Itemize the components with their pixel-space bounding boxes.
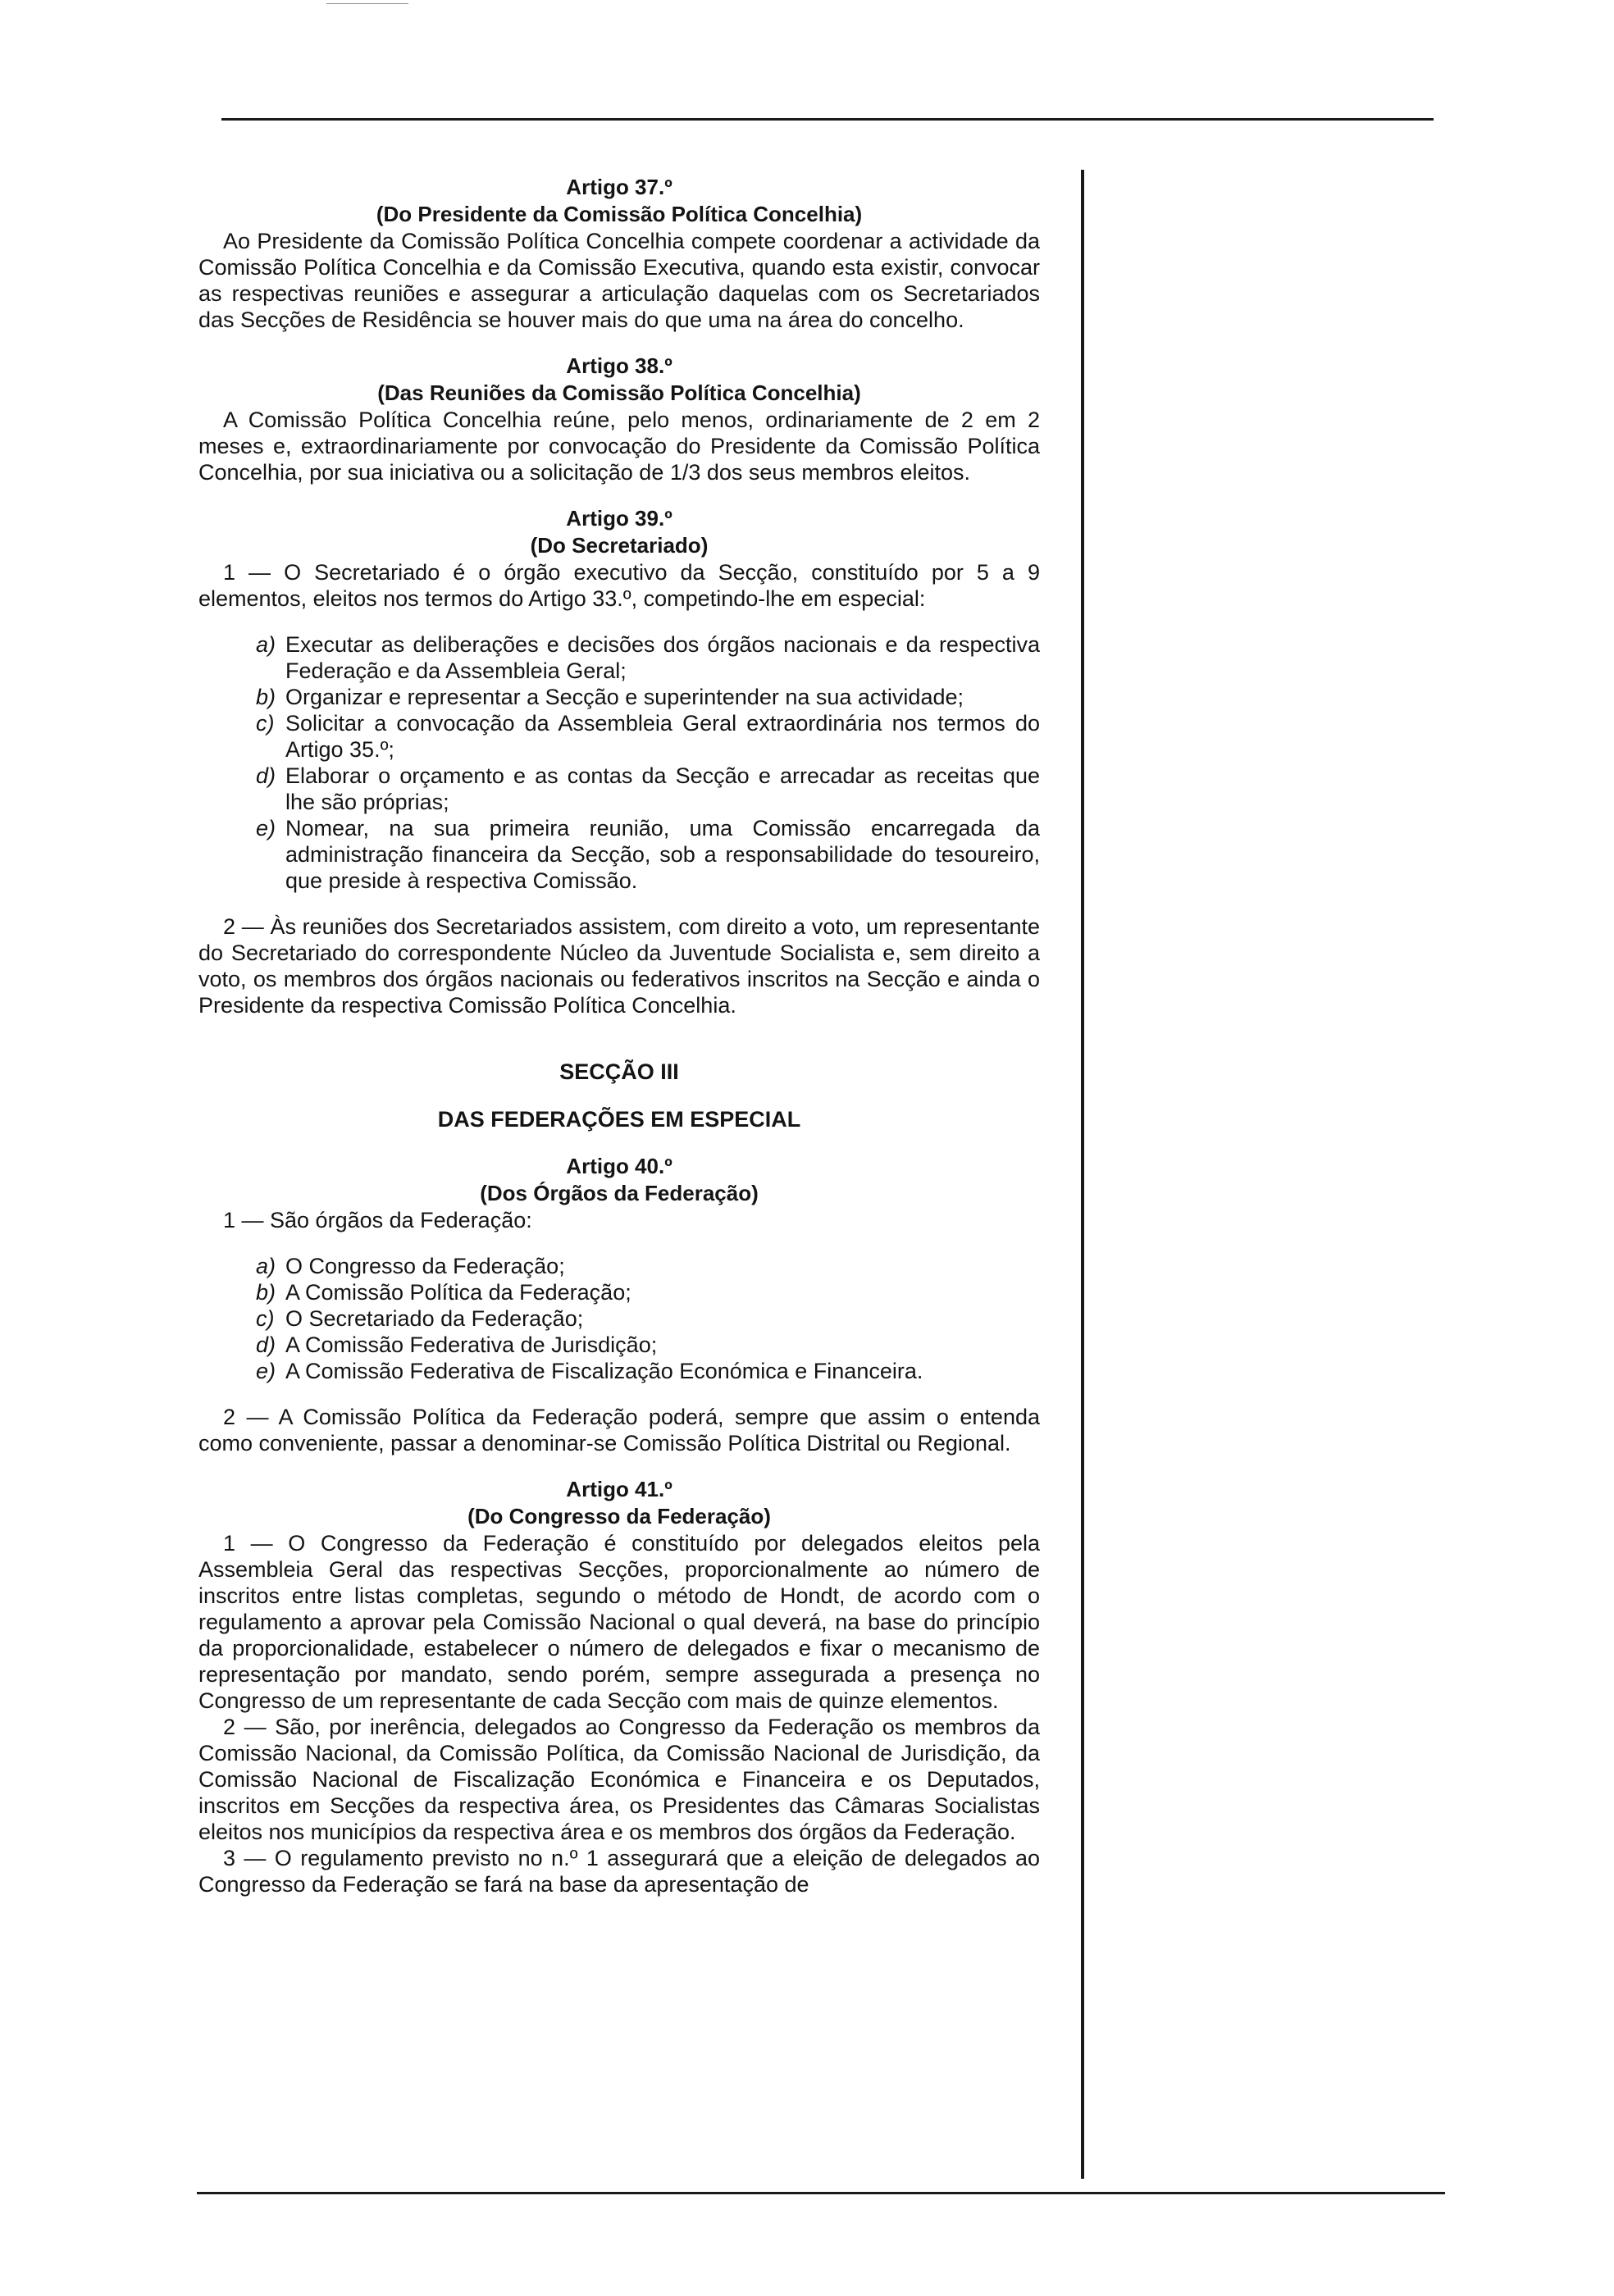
- article-41-heading: Artigo 41.º: [566, 1477, 672, 1501]
- item-letter: b): [256, 1280, 276, 1305]
- article-40-subheading: (Dos Órgãos da Federação): [480, 1181, 759, 1205]
- item-text: O Congresso da Federação;: [285, 1254, 565, 1278]
- item-letter: b): [256, 685, 276, 709]
- article-41-paragraph-3: 3 — O regulamento previsto no n.º 1 assegurará que a eleição de delegados ao Congresso da Federação se fará na base da apresentação de: [198, 1846, 1040, 1897]
- item-letter: e): [256, 1359, 276, 1383]
- column-divider: [1081, 170, 1084, 2179]
- item-letter: d): [256, 763, 276, 788]
- article-37-subheading: (Do Presidente da Comissão Política Concelhia): [376, 202, 863, 226]
- item-letter: d): [256, 1332, 276, 1357]
- article-39-paragraph-1: 1 — O Secretariado é o órgão executivo da Secção, constituído por 5 a 9 elementos, eleitos nos termos do Artigo 33.º, competindo-lhe em especial:: [198, 560, 1040, 611]
- list-item: [256, 710, 1040, 763]
- list-item: [256, 1358, 1040, 1384]
- item-text: Organizar e representar a Secção e superintender na sua actividade;: [285, 685, 964, 709]
- list-item: [256, 1332, 1040, 1358]
- item-text: Solicitar a convocação da Assembleia Geral extraordinária nos termos do Artigo 35.º;: [285, 711, 1040, 762]
- article-41-paragraph-1: 1 — O Congresso da Federação é constituído por delegados eleitos pela Assembleia Geral das respectivas Secções, proporcionalmente ao número de inscritos entre listas completas, segundo o método de Hondt, de acordo com o regulamento a aprovar pela Comissão Nacional o qual deverá, na base do princípio da proporcionalidade, estabelecer o número de delegados e fixar o mecanismo de representação por mandato, sendo porém, sempre assegurada a presença no Congresso de um representante de cada Secção com mais de quinze elementos.: [198, 1531, 1040, 1713]
- article-39-subheading: (Do Secretariado): [530, 533, 709, 558]
- article-41-paragraph-2: 2 — São, por inerência, delegados ao Congresso da Federação os membros da Comissão Nacional, da Comissão Política, da Comissão Nacional de Jurisdição, da Comissão Nacional de Fiscalização Económica e Financeira e os Deputados, inscritos em Secções da respectiva área, os Presidentes das Câmaras Socialistas eleitos nos municípios da respectiva área e os membros dos órgãos da Federação.: [198, 1715, 1040, 1844]
- article-38-body: A Comissão Política Concelhia reúne, pelo menos, ordinariamente de 2 em 2 meses e, extraordinariamente por convocação do Presidente da Comissão Política Concelhia, por sua iniciativa ou a solicitação de 1/3 dos seus membros eleitos.: [198, 408, 1040, 485]
- list-item: [256, 684, 1040, 710]
- article-38-heading: Artigo 38.º: [566, 353, 672, 378]
- item-text: Nomear, na sua primeira reunião, uma Comissão encarregada da administração financeira da Secção, sob a responsabilidade do tesoureiro, que preside à respectiva Comissão.: [285, 816, 1040, 893]
- section-number: SECÇÃO III: [559, 1059, 679, 1084]
- article-37-heading: Artigo 37.º: [566, 175, 672, 199]
- item-letter: a): [256, 1254, 276, 1278]
- list-item: [256, 815, 1040, 894]
- article-37-body: Ao Presidente da Comissão Política Concelhia compete coordenar a actividade da Comissão Política Concelhia e da Comissão Executiva, quando esta existir, convocar as respectivas reuniões e assegurar a articulação daquelas com os Secretariados das Secções de Residência se houver mais do que uma na área do concelho.: [198, 229, 1040, 332]
- list-item: [256, 631, 1040, 684]
- item-letter: e): [256, 816, 276, 840]
- list-item: [256, 1279, 1040, 1305]
- text-column: [198, 174, 1040, 1897]
- article-40-paragraph-1: 1 — São órgãos da Federação:: [223, 1208, 532, 1232]
- list-item: [256, 1305, 1040, 1332]
- item-letter: a): [256, 632, 276, 657]
- scan-speck: [326, 3, 408, 4]
- article-40-paragraph-2: 2 — A Comissão Política da Federação poderá, sempre que assim o entenda como conveniente, passar a denominar-se Comissão Política Distrital ou Regional.: [198, 1405, 1040, 1456]
- item-text: Elaborar o orçamento e as contas da Secção e arrecadar as receitas que lhe são próprias;: [285, 763, 1040, 814]
- article-39-heading: Artigo 39.º: [566, 506, 672, 531]
- item-text: A Comissão Política da Federação;: [285, 1280, 631, 1305]
- item-letter: c): [256, 711, 275, 736]
- item-letter: c): [256, 1306, 275, 1331]
- article-39-paragraph-2: 2 — Às reuniões dos Secretariados assistem, com direito a voto, um representante do Secretariado do correspondente Núcleo da Juventude Socialista e, sem direito a voto, os membros dos órgãos nacionais ou federativos inscritos na Secção e ainda o Presidente da respectiva Comissão Política Concelhia.: [198, 914, 1040, 1018]
- item-text: A Comissão Federativa de Jurisdição;: [285, 1332, 658, 1357]
- section-title: DAS FEDERAÇÕES EM ESPECIAL: [437, 1107, 801, 1132]
- article-41-subheading: (Do Congresso da Federação): [467, 1504, 771, 1528]
- top-rule: [221, 118, 1434, 121]
- article-38-subheading: (Das Reuniões da Comissão Política Concelhia): [377, 380, 861, 405]
- bottom-rule: [197, 2192, 1445, 2194]
- item-text: A Comissão Federativa de Fiscalização Económica e Financeira.: [285, 1359, 923, 1383]
- article-40-heading: Artigo 40.º: [566, 1154, 672, 1178]
- item-text: Executar as deliberações e decisões dos órgãos nacionais e da respectiva Federação e da Assembleia Geral;: [285, 632, 1040, 683]
- list-item: [256, 1253, 1040, 1279]
- item-text: O Secretariado da Federação;: [285, 1306, 584, 1331]
- list-item: [256, 763, 1040, 815]
